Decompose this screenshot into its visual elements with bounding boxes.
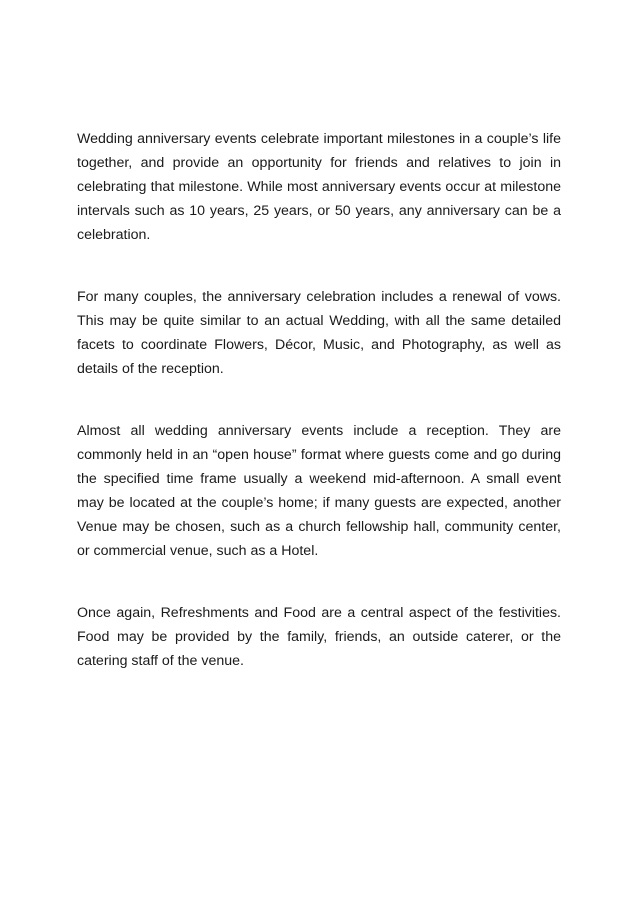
document-body (77, 127, 561, 673)
paragraph-refreshments-food: Once again, Refreshments and Food are a central aspect of the festivities. Food may be provided by the family, friends, an outside caterer, or the catering staff of the venue. (77, 605, 561, 669)
paragraph-anniversary-milestones: Wedding anniversary events celebrate important milestones in a couple’s life together, and provide an opportunity for friends and relatives to join in celebrating that milestone. While most anniversary events occur at milestone intervals such as 10 years, 25 years, or 50 years, any anniversary can be a celebration. (77, 131, 561, 243)
paragraph-renewal-of-vows: For many couples, the anniversary celebration includes a renewal of vows. This may be quite similar to an actual Wedding, with all the same detailed facets to coordinate Flowers, Décor, Music, and Photography, as well as details of the reception. (77, 289, 561, 377)
paragraph-reception: Almost all wedding anniversary events include a reception. They are commonly held in an “open house” format where guests come and go during the specified time frame usually a weekend mid-afternoon. A small event may be located at the couple’s home; if many guests are expected, another Venue may be chosen, such as a church fellowship hall, community center, or commercial venue, such as a Hotel. (77, 423, 561, 559)
